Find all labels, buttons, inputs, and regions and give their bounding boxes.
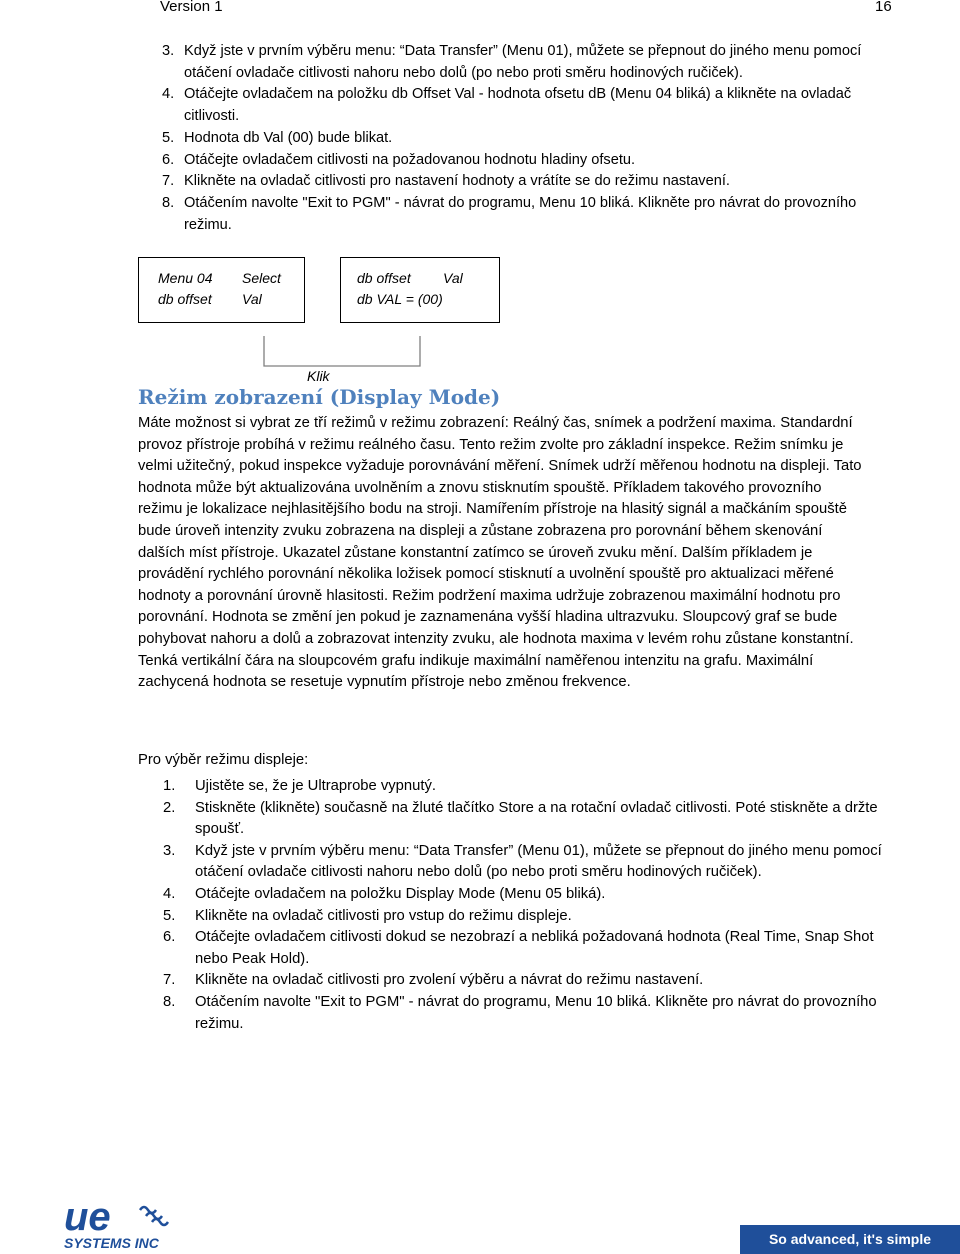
display-box-db-val (340, 257, 500, 323)
box-label: Menu 04 (158, 270, 213, 286)
box-label: Val (242, 291, 262, 307)
list-item (0, 992, 885, 1035)
list-text: Otáčejte ovladačem citlivosti dokud se nezobrazí a nebliká požadovaná hodnota (Real Time, Snap Shot nebo Peak Hold). (195, 929, 874, 967)
tagline-banner: So advanced, it's simple (740, 1225, 960, 1254)
list-number: 5. (162, 129, 175, 146)
list-item (0, 193, 904, 236)
list-number: 3. (162, 43, 175, 59)
list-item (0, 798, 885, 841)
box-label: Select (242, 270, 281, 286)
box-label: Val (443, 270, 463, 286)
list-number: 2. (163, 799, 176, 816)
list-text: Klikněte na ovladač citlivosti pro zvolení výběru a návrat do režimu nastavení. (195, 972, 704, 989)
list-text: Otáčením navolte "Exit to PGM" - návrat do programu, Menu 10 bliká. Klikněte pro návrat do provozního režimu. (184, 194, 857, 233)
list-text: Klikněte na ovladač citlivosti pro nastavení hodnoty a vrátíte se do režimu nastavení. (184, 173, 730, 190)
list-item (0, 884, 885, 906)
list-text: Ujistěte se, že je Ultraprobe vypnutý. (195, 778, 436, 794)
list-text: Otáčejte ovladačem na položku db Offset Val - hodnota ofsetu dB (Menu 04 bliká) a klikněte na ovladač citlivosti. (184, 86, 852, 125)
list-text: Klikněte na ovladač citlivosti pro vstup do režimu displeje. (195, 907, 572, 924)
box-label: db VAL = (00) (357, 291, 443, 307)
section-paragraph: Máte možnost si vybrat ze tří režimů v režimu zobrazení: Reálný čas, snímek a podržení maxima. Standardní provoz přístroje probíhá v režimu reálného času. Tento režim zvolte pro základní inspekce. Režim snímku je velmi užitečný, pokud inspekce vyžaduje porovnávání měření. Snímek udrží měřenou hodnotu na displeji. Tato hodnota může být aktualizována uvolněním a znovu stisknutím spouště. Příkladem takového provozního režimu je lokalizace nejhlasitějšího bodu na stroji. Namířením přístroje na hlasitý signál a mačkáním spouště bude úroveň intenzity zvuku zobrazena na displeji a zůstane zobrazena pro porovnání během skenování dalších míst přístroje. Ukazatel zůstane konstantní zatímco se úroveň zvuku mění. Dalším příkladem je provádění rychlého porovnání několika ložisek pomocí stisknutí a uvolnění spouště pro aktualizaci měřené hodnoty a porovnání úrovně hlasitosti. Režim podržení maxima udržuje zobrazenou maximální hodnotu pro porovnání. Hodnota se změní jen pokud je zaznamenána vyšší hladina ultrazvuku. Sloupcový graf se bude pohybovat nahoru a dolů a zobrazovat intenzity zvuku, ale hodnota maxima v levém rohu zůstane konstantní. Tenká vertikální čára na sloupcovém grafu indikuje maximální naměřenou intenzitu na grafu. Maximální zachycená hodnota se resetuje vypnutím přístroje nebo změnou frekvence. (138, 415, 862, 691)
menu-steps-list (0, 41, 960, 236)
steps-intro: Pro výběr režimu displeje: (138, 752, 309, 768)
list-number: 5. (163, 907, 176, 924)
list-text: Když jste v prvním výběru menu: “Data Transfer” (Menu 01), můžete se přepnout do jiného menu pomocí otáčení ovladače citlivosti nahoru nebo dolů (po nebo proti směru hodinových ručiček). (184, 43, 862, 81)
list-number: 7. (162, 173, 175, 190)
list-number: 4. (163, 885, 176, 902)
list-item (0, 41, 904, 84)
box-label: db offset (357, 270, 411, 286)
display-box-menu04 (138, 257, 305, 323)
list-text: Otáčejte ovladačem citlivosti na požadovanou hodnotu hladiny ofsetu. (184, 151, 636, 168)
display-mode-steps (0, 776, 960, 1035)
logo-mark: ue (64, 1198, 111, 1239)
page-number: 16 (875, 0, 892, 15)
list-number: 6. (162, 151, 175, 168)
list-number: 7. (163, 972, 176, 989)
list-number: 6. (163, 929, 176, 946)
section-heading: Režim zobrazení (Display Mode) (138, 385, 501, 409)
list-number: 4. (162, 86, 175, 103)
ue-systems-logo (62, 1198, 186, 1250)
list-text: Otáčejte ovladačem na položku Display Mode (Menu 05 bliká). (195, 885, 606, 902)
list-item (0, 776, 885, 798)
box-label: db offset (158, 291, 212, 307)
list-item (0, 150, 904, 172)
list-number: 8. (163, 993, 176, 1010)
list-number: 3. (163, 842, 176, 859)
list-number: 1. (163, 778, 176, 794)
list-text: Stiskněte (klikněte) současně na žluté tlačítko Store a na rotační ovladač citlivosti. Poté stiskněte a držte spoušť. (195, 799, 878, 838)
list-text: Otáčením navolte "Exit to PGM" - návrat do programu, Menu 10 bliká. Klikněte pro návrat do provozního režimu. (195, 993, 877, 1032)
list-number: 8. (162, 194, 175, 211)
list-item (0, 128, 904, 150)
list-item (0, 906, 885, 928)
list-item (0, 171, 904, 193)
list-item (0, 927, 885, 970)
list-text: Hodnota db Val (00) bude blikat. (184, 129, 393, 146)
logo-wave-icon (140, 1207, 168, 1225)
logo-subtext: SYSTEMS INC (64, 1235, 159, 1250)
list-item (0, 970, 885, 992)
header-version: Version 1 (160, 0, 223, 15)
list-text: Když jste v prvním výběru menu: “Data Transfer” (Menu 01), můžete se přepnout do jiného menu pomocí otáčení ovladače citlivosti nahoru nebo dolů (po nebo proti směru hodinových ručiček). (195, 842, 882, 881)
list-item (0, 841, 885, 884)
list-item (0, 84, 904, 127)
click-label: Klik (307, 368, 330, 384)
